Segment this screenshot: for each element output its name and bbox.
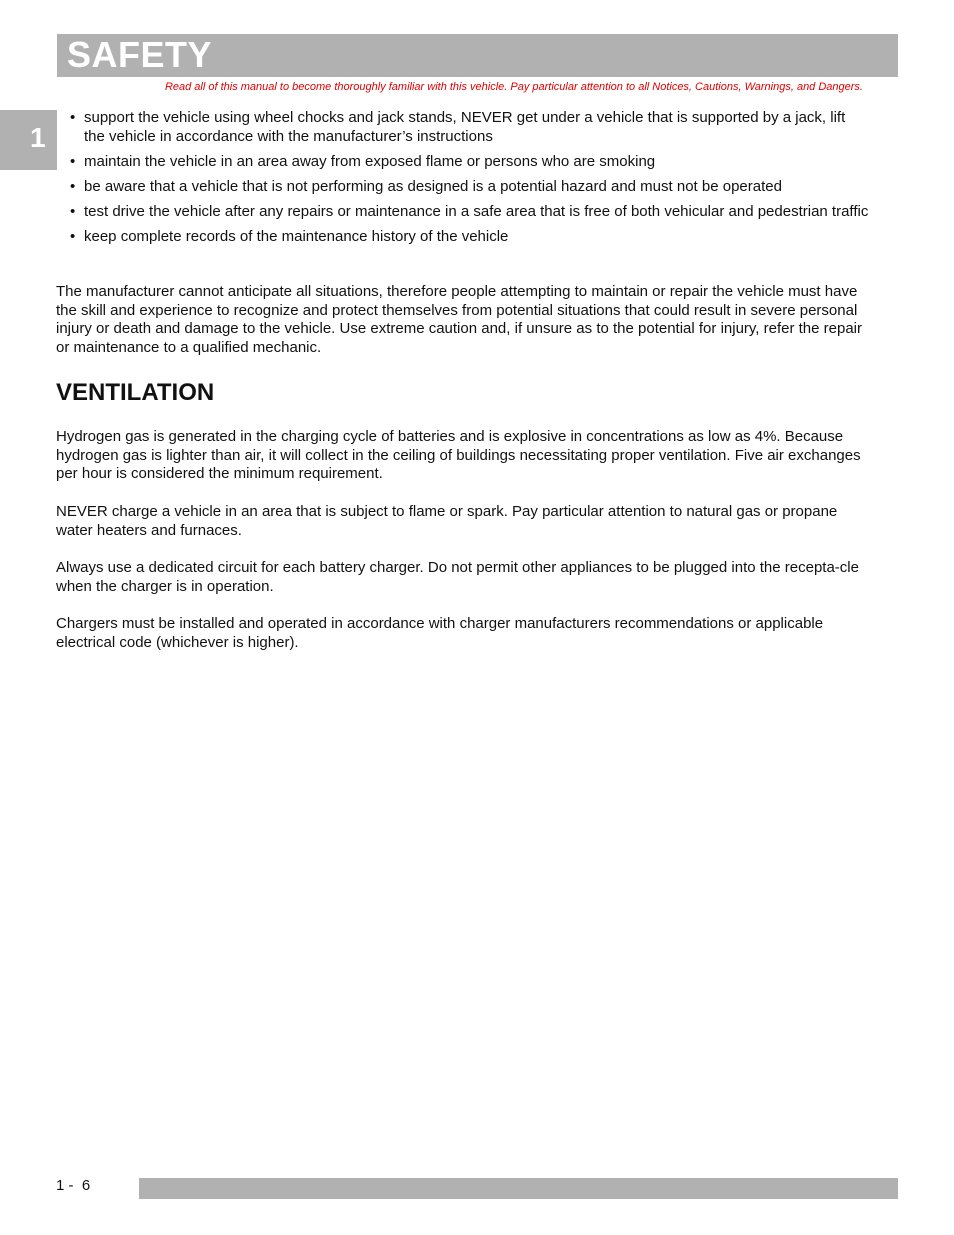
safety-notice: Read all of this manual to become thoroughly familiar with this vehicle. Pay particular attention to all Notices, Cautions, Warnings, and Dangers. [164, 81, 863, 93]
list-item [70, 177, 870, 196]
safety-bullet-list [70, 108, 870, 252]
list-item-text: be aware that a vehicle that is not performing as designed is a potential hazard and must not be operated [84, 178, 782, 195]
list-item-text: test drive the vehicle after any repairs or maintenance in a safe area that is free of both vehicular and pedestrian traffic [84, 203, 869, 220]
page-title: SAFETY [67, 34, 213, 75]
page-number: 1 - 6 [56, 1177, 91, 1194]
chapter-tab [0, 110, 57, 170]
list-item [70, 152, 870, 171]
section-heading-ventilation: VENTILATION [56, 379, 215, 406]
list-item-text: maintain the vehicle in an area away from exposed flame or persons who are smoking [84, 153, 656, 170]
list-item-text: keep complete records of the maintenance history of the vehicle [84, 228, 509, 245]
bullet-icon: • [70, 109, 76, 126]
list-item [70, 227, 870, 246]
ventilation-paragraph: Hydrogen gas is generated in the charging cycle of batteries and is explosive in concentrations as low as 4%. Because hydrogen gas is lighter than air, it will collect in the ceiling of buildings necessitating proper ventilation. Five air exchanges per hour is considered the minimum requirement. [56, 428, 861, 483]
bullet-icon: • [70, 228, 76, 245]
intro-paragraph: The manufacturer cannot anticipate all situations, therefore people attempting to maintain or repair the vehicle must have the skill and experience to recognize and protect themselves from potential situations that could result in severe personal injury or death and damage to the vehicle. Use extreme caution and, if unsure as to the potential for injury, refer the repair or maintenance to a qualified mechanic. [56, 283, 863, 357]
ventilation-paragraph: Always use a dedicated circuit for each battery charger. Do not permit other appliances to be plugged into the recepta-cle when the charger is in operation. [56, 559, 859, 595]
bullet-icon: • [70, 203, 76, 220]
chapter-number: 1 [30, 122, 46, 153]
list-item [70, 108, 870, 146]
list-item [70, 202, 870, 221]
bullet-icon: • [70, 153, 76, 170]
header-bar [57, 34, 898, 77]
footer-bar [139, 1178, 898, 1199]
list-item-text: support the vehicle using wheel chocks and jack stands, NEVER get under a vehicle that is supported by a jack, lift the vehicle in accordance with the manufacturer’s instructions [84, 109, 846, 145]
ventilation-paragraph: Chargers must be installed and operated in accordance with charger manufacturers recommendations or applicable electrical code (whichever is higher). [56, 615, 824, 651]
bullet-icon: • [70, 178, 76, 195]
ventilation-paragraph: NEVER charge a vehicle in an area that is subject to flame or spark. Pay particular attention to natural gas or propane water heaters and furnaces. [56, 503, 838, 539]
